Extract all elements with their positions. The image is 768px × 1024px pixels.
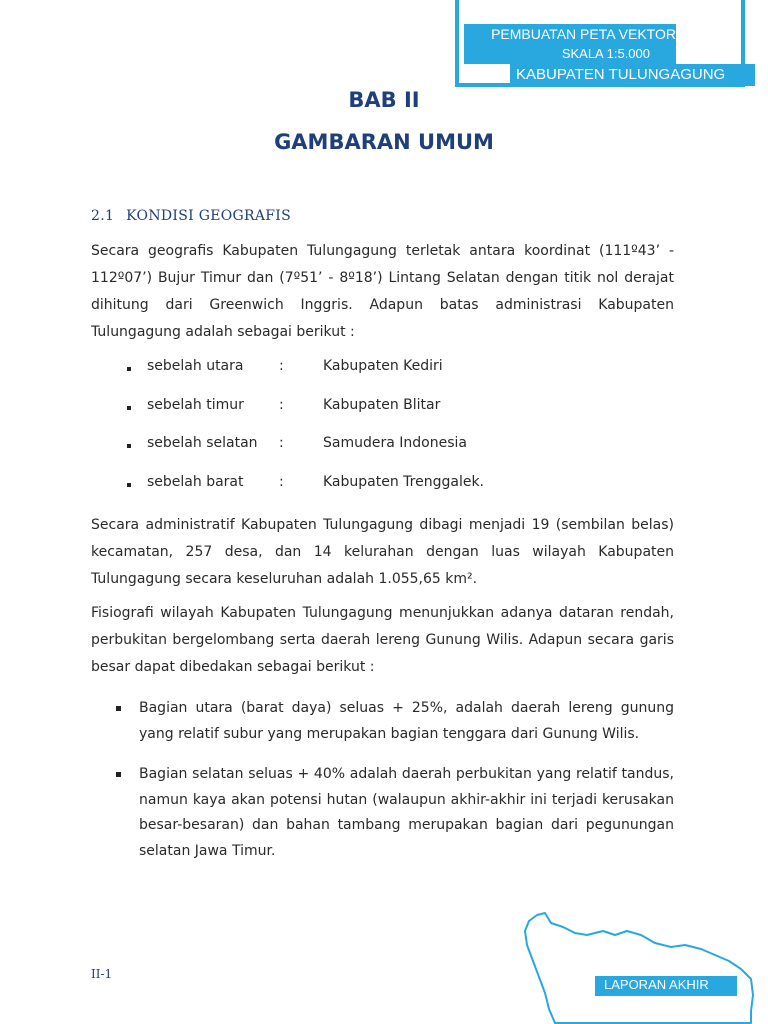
boundary-direction: sebelah barat [147,473,244,490]
physiography-south: Bagian selatan seluas + 40% adalah daerah perbukitan yang relatif tandus, namun kaya akan potensi hutan (walaupun akhir-akhir ini terjadi kerusakan besar-besaran) dan bahan tambang merupakan bagian dari pegunungan selatan Jawa Timur. [139,766,674,859]
bullet-icon [116,772,121,777]
header-region-label: KABUPATEN TULUNGAGUNG [516,66,726,83]
boundary-neighbor: Kabupaten Blitar [323,396,441,413]
boundary-separator: : [279,473,284,490]
page-number: II-1 [91,967,113,981]
regency-map-icon [515,905,755,1024]
list-item [116,696,674,747]
boundary-neighbor: Kabupaten Trenggalek. [323,473,485,490]
section-number: 2.1 [91,208,115,224]
chapter-title: GAMBARAN UMUM [274,130,494,154]
section-title: KONDISI GEOGRAFIS [126,208,291,224]
boundary-neighbor: Samudera Indonesia [323,435,467,451]
boundary-direction: sebelah utara [147,358,244,374]
header-title-line2: SKALA 1:5.000 [561,46,650,61]
paragraph-administrative: Secara administratif Kabupaten Tulungagung dibagi menjadi 19 (sembilan belas) kecamatan, 257 desa, dan 14 kelurahan dengan luas wilayah Kabupaten Tulungagung secara keseluruhan adalah 1.055,65 km². [91,517,674,587]
list-item [127,397,627,436]
chapter-number: BAB II [348,88,420,112]
paragraph-coordinates: Secara geografis Kabupaten Tulungagung terletak antara koordinat (111º43’ - 112º07’) Bujur Timur dan (7º51’ - 8º18’) Lintang Selatan dengan titik nol derajat dihitung dari Greenwich Inggris. Adapun batas administrasi Kabupaten Tulungagung adalah sebagai berikut : [91,243,674,340]
physiography-north: Bagian utara (barat daya) seluas + 25%, adalah daerah lereng gunung yang relatif subur yang merupakan bagian tenggara dari Gunung Wilis. [139,700,674,742]
list-item [116,762,674,864]
boundary-neighbor: Kabupaten Kediri [323,358,443,374]
boundary-separator: : [279,435,284,451]
boundary-separator: : [279,358,284,374]
bullet-icon [127,367,131,371]
list-item [127,474,627,513]
bullet-icon [127,483,131,487]
boundary-direction: sebelah selatan [147,435,258,451]
boundary-list [127,358,627,512]
boundary-direction: sebelah timur [147,396,244,413]
list-item [127,435,627,474]
footer-report-label: LAPORAN AKHIR [604,977,709,992]
bullet-icon [116,706,121,711]
header-title-line1: PEMBUATAN PETA VEKTOR [491,26,676,42]
list-item [127,358,627,397]
bullet-icon [127,406,131,410]
boundary-separator: : [279,396,284,413]
bullet-icon [127,444,131,448]
section-heading [91,208,291,224]
paragraph-physiography: Fisiografi wilayah Kabupaten Tulungagung menunjukkan adanya dataran rendah, perbukitan bergelombang serta daerah lereng Gunung Wilis. Adapun secara garis besar dapat dibedakan sebagai berikut : [91,605,674,675]
